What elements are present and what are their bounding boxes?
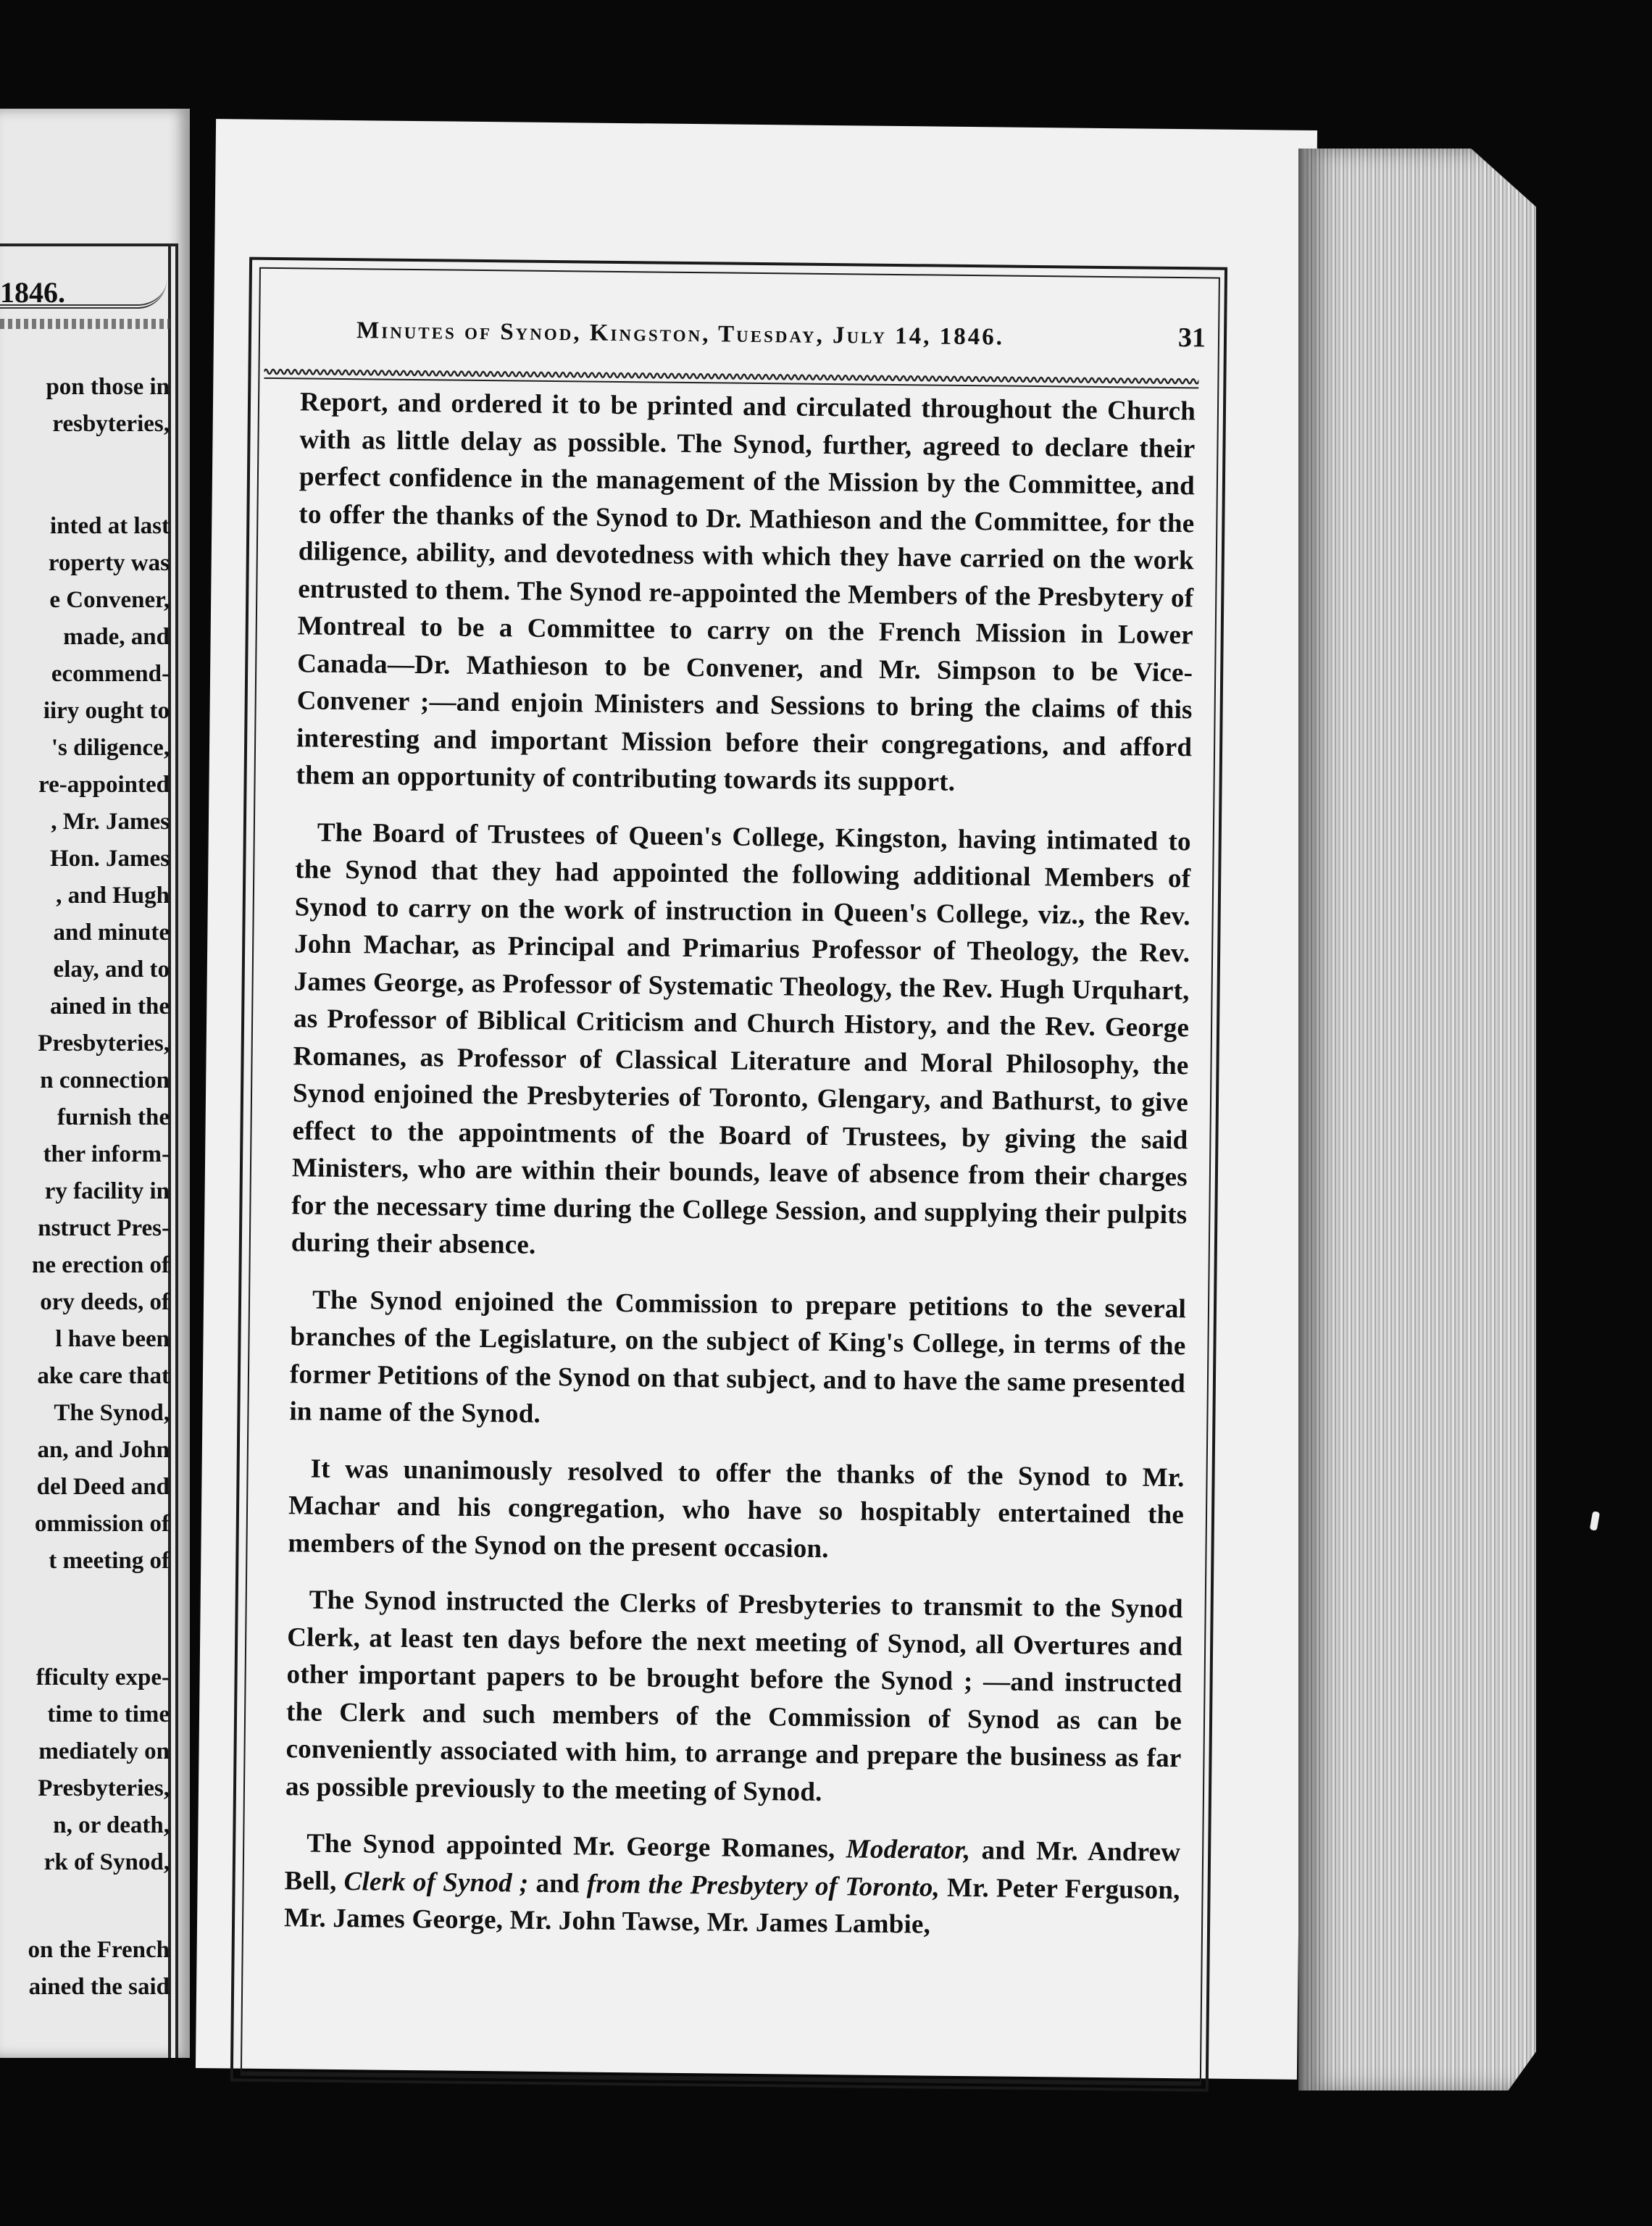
moderator-title: Moderator, (846, 1834, 971, 1866)
body-text (284, 383, 1196, 1946)
left-page-line: t meeting of (49, 1548, 170, 1574)
left-page-line: made, and (63, 624, 170, 650)
left-page-line: , and Hugh (56, 883, 170, 909)
clerk-title: Clerk of Synod ; (343, 1866, 529, 1898)
left-page-line: ained in the (49, 993, 170, 1020)
left-page-line: Hon. James (50, 846, 170, 872)
left-page-line: mediately on (38, 1738, 170, 1764)
left-page-line: ake care that (37, 1363, 170, 1389)
left-page-line: inted at last (50, 513, 170, 539)
appointments-text-d: Mr. Peter Ferguson, Mr. James George, Mr. John Tawse, Mr. James Lambie, (283, 1872, 1180, 1940)
left-page-line: Presbyteries, (38, 1775, 170, 1801)
left-page-line: resbyteries, (52, 411, 170, 437)
left-page-line: n, or death, (53, 1812, 170, 1838)
running-title: Minutes of Synod, Kingston, Tuesday, July 14, 1846. (356, 317, 1005, 351)
appointments-text-c: and (528, 1868, 588, 1899)
left-page-line: pon those in (46, 374, 170, 400)
presbytery-heading: from the Presbytery of Toronto, (586, 1869, 940, 1903)
left-page-line: ommission of (34, 1511, 170, 1537)
left-page-line: l have been (55, 1326, 170, 1352)
left-running-year: 1846. (0, 276, 65, 309)
left-page-line: ory deeds, of (40, 1289, 170, 1315)
left-wavy-rule (0, 319, 170, 329)
left-page-line: on the French (28, 1937, 170, 1963)
left-page-line: and minute (53, 920, 170, 946)
left-page-line: re-appointed (38, 772, 170, 798)
left-page-line: ecommend- (51, 661, 170, 687)
left-page-line: rk of Synod, (43, 1849, 170, 1875)
left-page-line: 's diligence, (51, 735, 170, 761)
main-page (196, 119, 1317, 2080)
paragraph-mission-report: Report, and ordered it to be printed and circulated throughout the Church with as little delay as possible. The Synod, further, agreed to declare their perfect confidence in the management of the Mission by the Committee, and to offer the thanks of the Synod to Dr. Mathieson and the Committee, for the diligence, ability, and devotedness with which they have carried on the work entrusted to them. The Synod re-appointed the Members of the Presbytery of Montreal to be a Committee to carry on the French Mission in Lower Canada—Dr. Mathieson to be Convener, and Mr. Simpson to be Vice-Convener ;—and enjoin Ministers and Sessions to bring the claims of this interesting and important Mission before their congregations, and afford them an opportunity of contributing towards its support. (296, 387, 1196, 797)
left-page-line: an, and John (37, 1437, 170, 1463)
paragraph-appointments (284, 1825, 1181, 1946)
left-page-line: , Mr. James (51, 809, 170, 835)
paragraph-kings-college-petitions: The Synod enjoined the Commission to prepare petitions to the several branches of the Legislature, on the subject of King's College, in terms of the former Petitions of the Synod on that subject, and to have the same presented in name of the Synod. (289, 1285, 1187, 1429)
left-page-fragment (0, 109, 190, 2058)
left-page-line: ained the said (28, 1974, 170, 2000)
book-fore-edge (1304, 149, 1536, 2090)
paragraph-clerks-instructions: The Synod instructed the Clerks of Presbyteries to transmit to the Synod Clerk, at least ten days before the next meeting of Synod, all Overtures and other important papers to be brought before the Synod ; —and instructed the Clerk and such members of the Commission of Synod as can be conveniently associated with him, to arrange and prepare the business as far as possible previously to the meeting of Synod. (285, 1585, 1183, 1807)
left-page-line: fficulty expe- (36, 1664, 170, 1691)
left-page-line: time to time (47, 1701, 170, 1727)
appointments-text-a: The Synod appointed Mr. George Romanes, (306, 1828, 846, 1864)
paragraph-queens-college: The Board of Trustees of Queen's College, Kingston, having intimated to the Synod that they had appointed the following additional Members of Synod to carry on the work of instruction in Queen's College, viz., the Rev. John Machar, as Principal and Primarius Professor of Theology, the Rev. James George, as Professor of Systematic Theology, the Rev. Hugh Urquhart, as Professor of Biblical Criticism and Church History, and the Rev. George Romanes, as Professor of Classical Literature and Moral Philosophy, the Synod enjoined the Presbyteries of Toronto, Glengary, and Bathurst, to give effect to the appointments of the Board of Trustees, by giving the said Ministers, who are within their bounds, leave of absence from their charges for the necessary time during the College Session, and supplying their pulpits during their absence. (291, 817, 1191, 1260)
left-page-line: e Convener, (49, 587, 170, 613)
left-page-line: furnish the (57, 1104, 170, 1130)
page-number: 31 (1177, 322, 1206, 354)
left-page-line: del Deed and (36, 1474, 170, 1500)
paragraph-thanks-machar: It was unanimously resolved to offer the thanks of the Synod to Mr. Machar and his congregation, who have so hospitably entertained the members of the Synod on the present occasion. (288, 1454, 1185, 1564)
left-page-line: ry facility in (44, 1178, 170, 1204)
appointments-text-b: and Mr. Andrew Bell, (284, 1835, 1181, 1896)
left-page-line: elay, and to (53, 956, 170, 983)
dust-speck (1590, 1511, 1600, 1530)
left-page-line: roperty was (48, 550, 170, 576)
left-page-line: iiry ought to (43, 698, 170, 724)
left-page-line: n connection (40, 1067, 170, 1093)
left-page-line: The Synod, (54, 1400, 170, 1426)
left-page-line: Presbyteries, (38, 1030, 170, 1056)
left-page-line: ther inform- (43, 1141, 170, 1167)
left-page-line: nstruct Pres- (38, 1215, 170, 1241)
left-page-line: ne erection of (32, 1252, 170, 1278)
